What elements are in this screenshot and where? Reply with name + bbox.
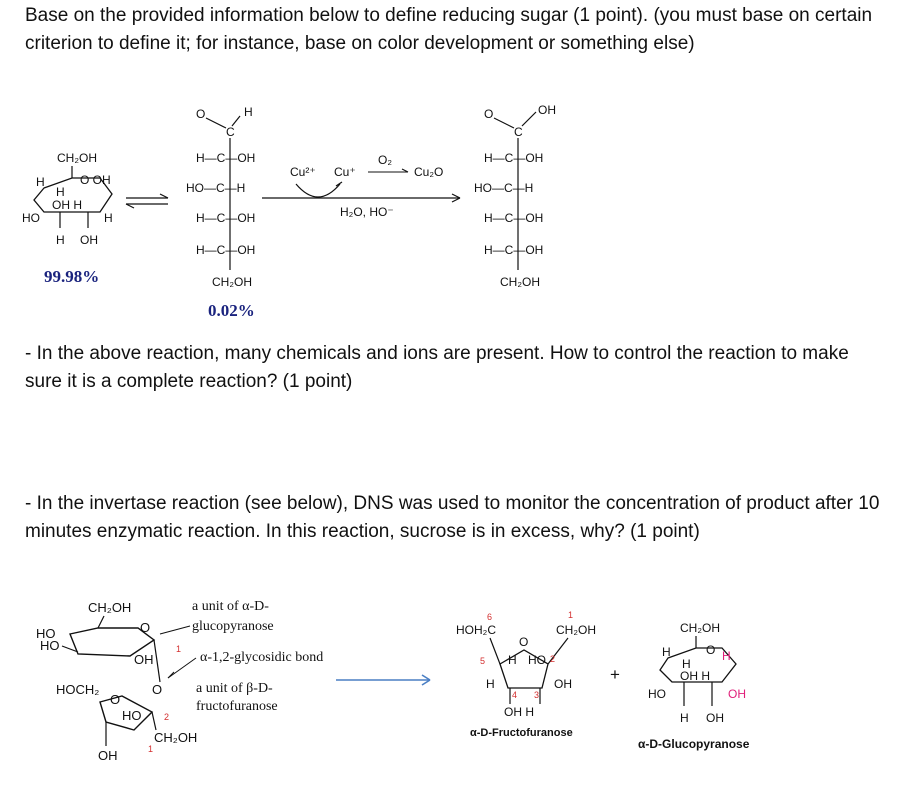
annotation-glucopyranose-line2: glucopyranose — [192, 619, 274, 634]
equilibrium-arrow — [126, 194, 168, 208]
plus-sign: + — [610, 665, 620, 684]
cyclic-h-right: H — [104, 211, 113, 225]
glucose-h-red: H — [722, 649, 731, 663]
sucrose-ho-2: HO — [40, 638, 60, 653]
cu2-label: Cu²⁺ — [290, 165, 316, 179]
glucose-ho: HO — [648, 687, 666, 701]
reaction-conditions: H₂O, HO⁻ — [340, 205, 394, 219]
fructose-name: α-D-Fructofuranose — [470, 727, 573, 739]
svg-text:5: 5 — [480, 656, 486, 666]
sucrose-hoch2: HOCH₂ — [56, 682, 100, 697]
svg-text:1: 1 — [568, 610, 574, 620]
acid-o: O — [484, 107, 494, 121]
svg-text:C: C — [226, 125, 235, 139]
acid-row-1: H—C—OH — [484, 151, 544, 165]
svg-text:6: 6 — [487, 612, 493, 622]
cyclic-percent: 99.98% — [44, 267, 100, 286]
hydrolysis-arrow — [336, 675, 430, 685]
gluconic-acid — [474, 103, 556, 289]
glucose-oh-bottom: OH — [706, 711, 724, 725]
sucrose-ring-o1: O — [140, 620, 151, 635]
open-row-2: HO—C—H — [186, 181, 246, 195]
fructose-ring-o: O — [519, 635, 529, 649]
acid-row-4: H—C—OH — [484, 243, 544, 257]
annotation-glycosidic-bond: α-1,2-glycosidic bond — [200, 650, 324, 665]
question-3-text: - In the invertase reaction (see below), DNS was used to monitor the concentration of product after 10 minutes enzymatic reaction. In this reaction, sucrose is in excess, why? (1 point) — [25, 493, 880, 542]
glucopyranose-structure — [638, 621, 750, 751]
open-row-3: H—C—OH — [196, 211, 256, 225]
acid-row-3: H—C—OH — [484, 211, 544, 225]
question-2-text: - In the above reaction, many chemicals and ions are present. How to control the reaction to make sure it is a complete reaction? (1 point) — [25, 343, 849, 392]
sucrose-ch2oh-bottom: CH₂OH — [154, 730, 198, 745]
sucrose-oh: OH — [134, 652, 154, 667]
sucrose-oh-bottom: OH — [98, 748, 118, 763]
sucrose-ho-1: HO — [36, 626, 56, 641]
open-percent: 0.02% — [208, 301, 255, 320]
open-ch2oh: CH₂OH — [212, 275, 252, 289]
acid-ch2oh: CH₂OH — [500, 275, 540, 289]
fructofuranose-structure — [456, 610, 596, 739]
sucrose-link-o: O — [152, 682, 163, 697]
svg-text:C: C — [514, 125, 523, 139]
cyclic-oh-h: OH H — [52, 198, 82, 212]
glucose-ch2oh: CH₂OH — [680, 621, 720, 635]
cyclic-h-left: H — [36, 175, 45, 189]
open-row-1: H—C—OH — [196, 151, 256, 165]
glucose-ring-o: O — [706, 643, 716, 657]
glucose-h-bottom: H — [680, 711, 689, 725]
sucrose-num-1: 1 — [176, 644, 182, 654]
cyclic-h-inner: H — [56, 185, 65, 199]
o2-label: O₂ — [378, 153, 392, 167]
cyclic-glucose-structure — [22, 151, 113, 286]
fructose-ch2oh: CH₂OH — [556, 623, 596, 637]
fructose-h1: H — [508, 653, 517, 667]
cyclic-ring-o-oh: O OH — [80, 173, 111, 187]
annotation-glucopyranose-line1: a unit of α-D- — [192, 599, 269, 614]
fructose-oh-h: OH H — [504, 705, 534, 719]
sucrose-structure — [36, 600, 197, 763]
glucose-oh: OH — [728, 687, 746, 701]
fructose-h2: H — [486, 677, 495, 691]
open-aldehyde-h: H — [244, 105, 253, 119]
open-aldehyde-o: O — [196, 107, 206, 121]
cyclic-ho: HO — [22, 211, 40, 225]
svg-text:2: 2 — [550, 654, 556, 664]
cu1-label: Cu⁺ — [334, 165, 356, 179]
svg-text:3: 3 — [534, 690, 540, 700]
glucose-h1: H — [662, 645, 671, 659]
annotation-fructofuranose-line1: a unit of β-D- — [196, 681, 273, 696]
open-chain-glucose — [186, 105, 255, 320]
acid-oh: OH — [538, 103, 556, 117]
glucose-oh-h: OH H — [680, 669, 710, 683]
acid-row-2: HO—C—H — [474, 181, 534, 195]
cyclic-ch2oh-label: CH₂OH — [57, 151, 97, 165]
cyclic-h-bottom: H — [56, 233, 65, 247]
cu2o-label: Cu₂O — [414, 165, 444, 179]
cyclic-oh-bottom: OH — [80, 233, 98, 247]
sucrose-num-2: 2 — [164, 712, 170, 722]
glucose-name: α-D-Glucopyranose — [638, 737, 750, 751]
svg-text:4: 4 — [512, 690, 518, 700]
fructose-hoh2c: HOH₂C — [456, 623, 496, 637]
fructose-oh: OH — [554, 677, 572, 691]
glucose-h2: H — [682, 657, 691, 671]
sucrose-annotations — [160, 599, 323, 714]
question-1-text: Base on the provided information below to define reducing sugar (1 point). (you must base on certain criterion to define it; for instance, base on color development or something else) — [25, 5, 873, 54]
sucrose-num-1b: 1 — [148, 744, 154, 754]
sucrose-ring-o2: O — [110, 692, 121, 707]
open-row-4: H—C—OH — [196, 243, 256, 257]
annotation-fructofuranose-line2: fructofuranose — [196, 699, 278, 714]
fructose-ho: HO — [528, 653, 546, 667]
oxidation-reagents — [262, 153, 460, 219]
sucrose-ho-3: HO — [122, 708, 142, 723]
sucrose-ch2oh-top: CH₂OH — [88, 600, 132, 615]
